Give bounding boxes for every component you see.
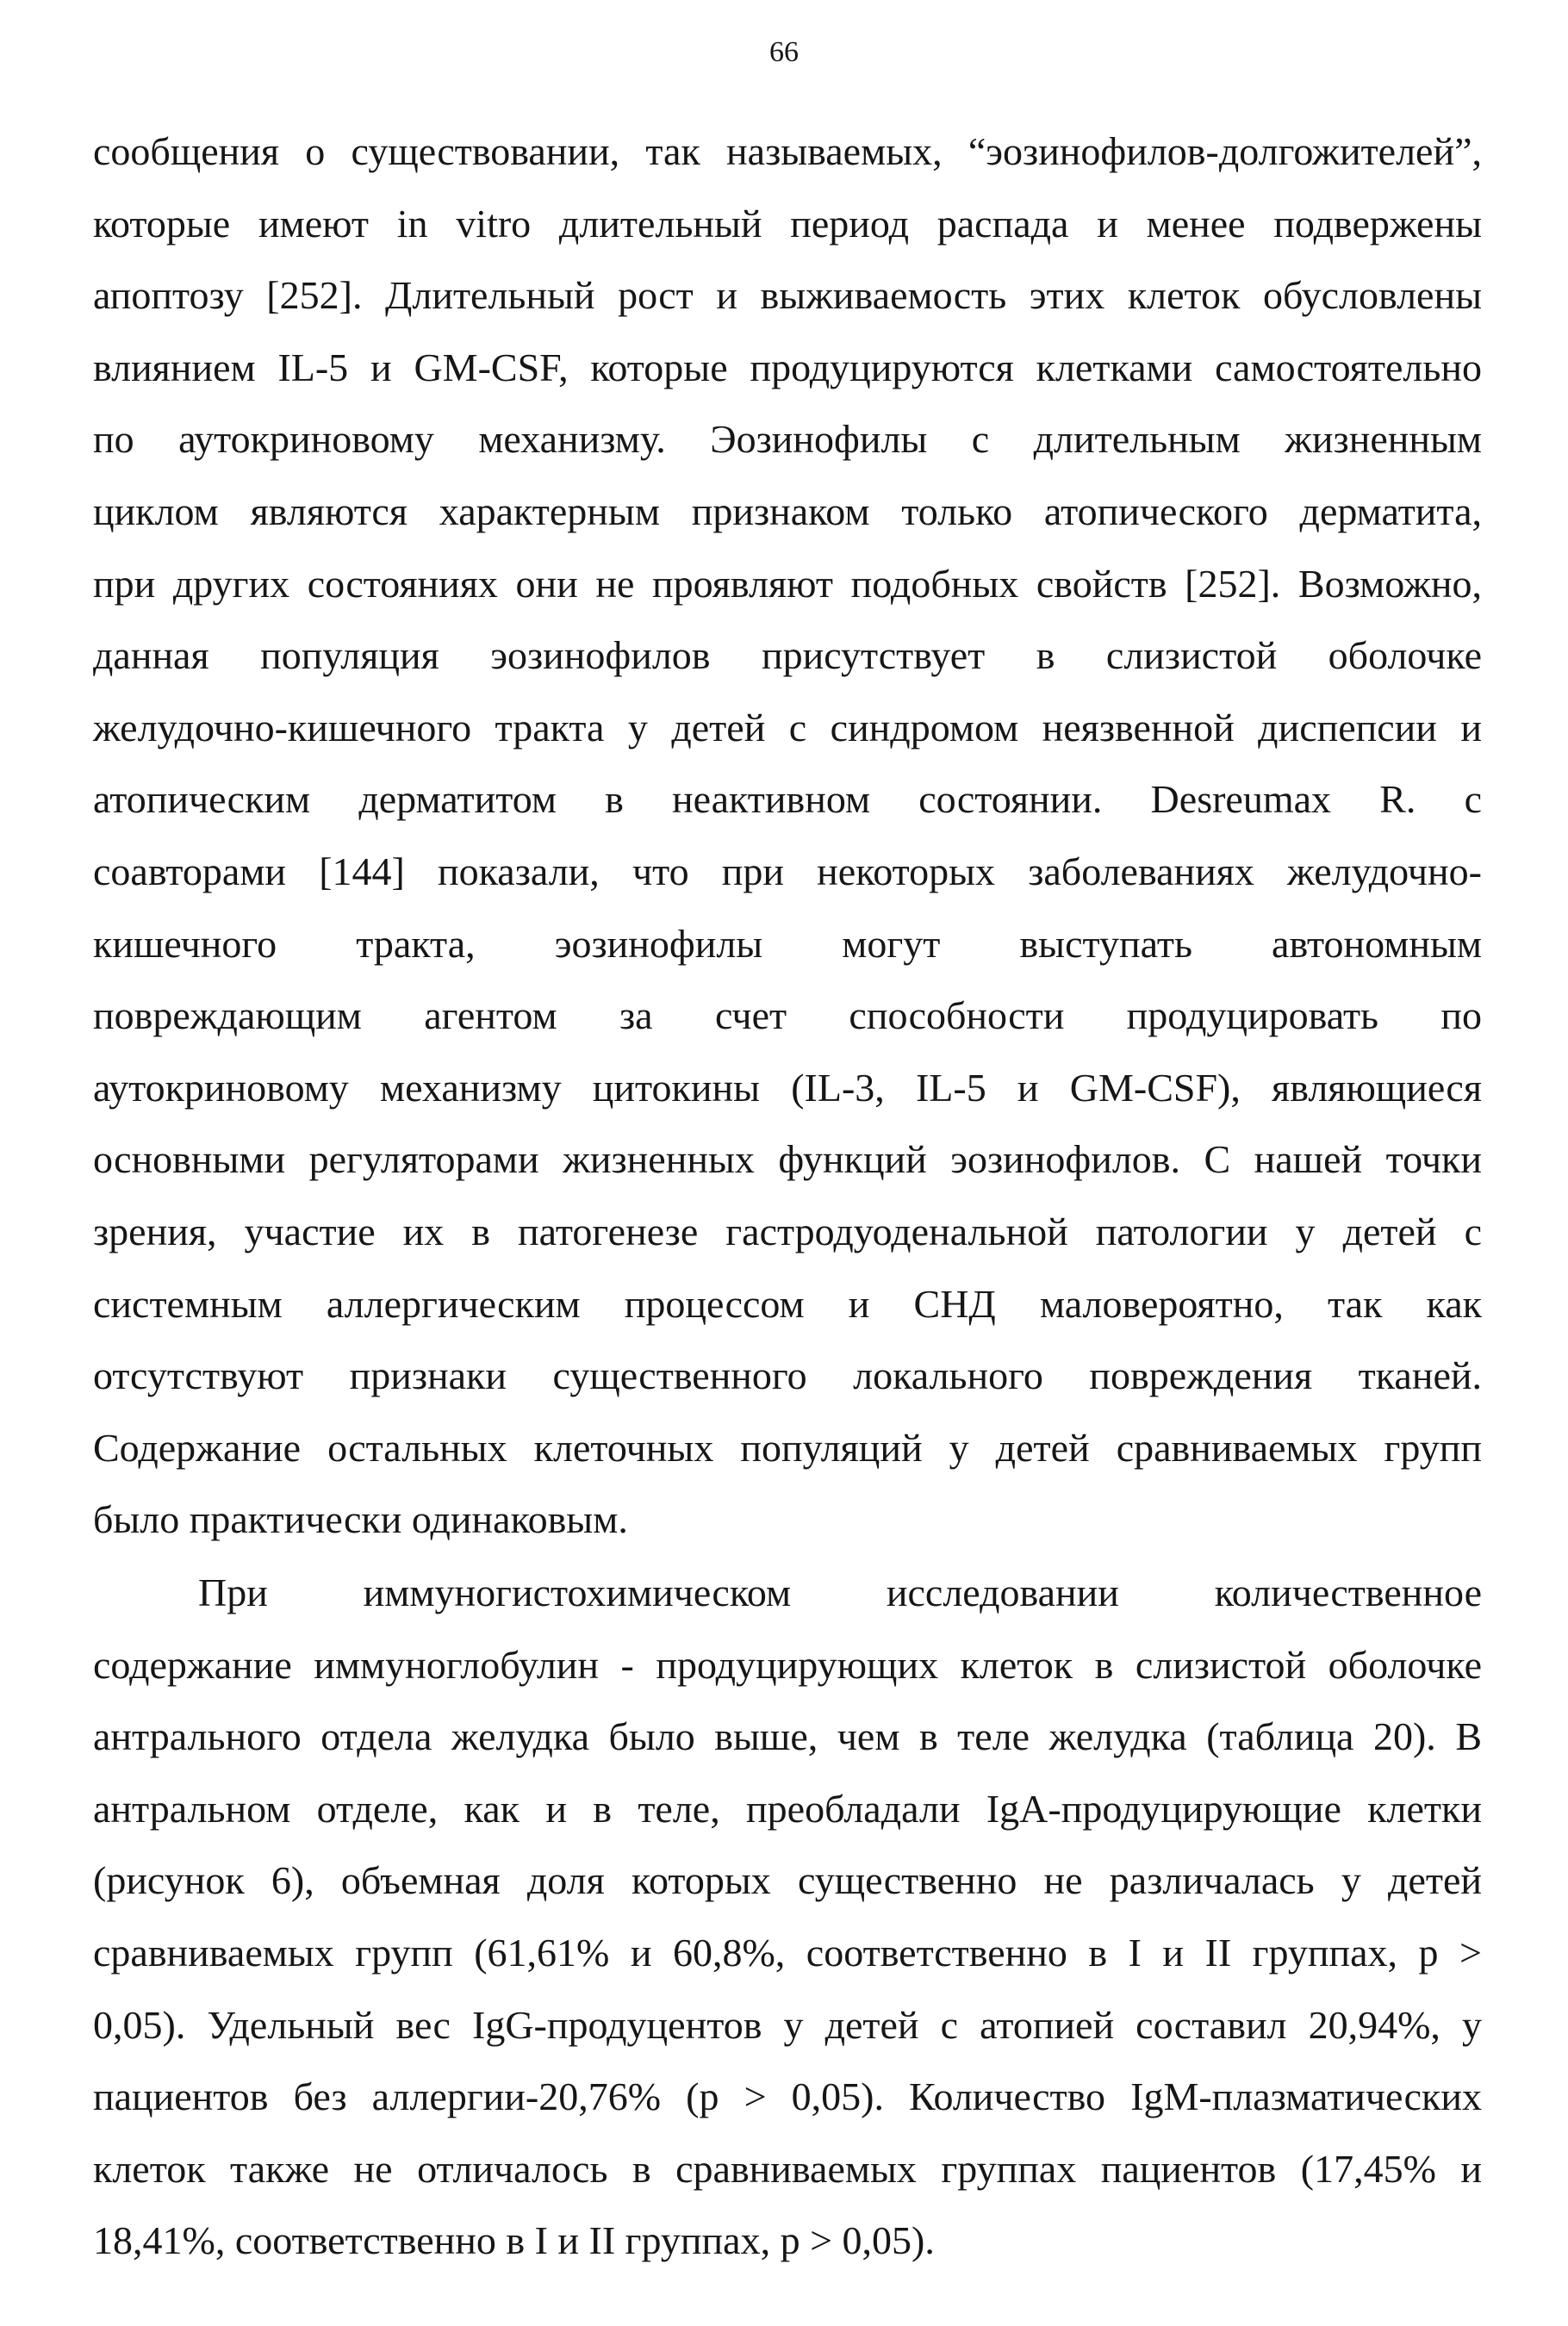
text-line: 18,41%, соответственно в I и II группах, р > 0,05).	[93, 2218, 935, 2263]
text-line: влиянием IL-5 и GM-CSF, которые продуцируются клетками самостоятельно	[93, 345, 1482, 389]
text-line: сообщения о существовании, так называемых, “эозинофилов-долгожителей”,	[93, 129, 1482, 173]
text-line: кишечного тракта, эозинофилы могут выступать автономным	[93, 921, 1482, 966]
text-line: атопическим дерматитом в неактивном состоянии. Desreumax R. с	[93, 777, 1482, 822]
text-line: при других состояниях они не проявляют подобных свойств [252]. Возможно,	[93, 561, 1482, 606]
text-line: пациентов без аллергии-20,76% (р > 0,05). Количество IgM-плазматических	[93, 2074, 1482, 2119]
text-line: соавторами [144] показали, что при некоторых заболеваниях желудочно-	[93, 849, 1482, 893]
text-line: сравниваемых групп (61,61% и 60,8%, соответственно в I и II группах, р >	[93, 1930, 1482, 1975]
text-line: антрального отдела желудка было выше, чем в теле желудка (таблица 20). В	[93, 1714, 1482, 1759]
text-line: При иммуногистохимическом исследовании количественное	[198, 1570, 1482, 1614]
text-line: апоптозу [252]. Длительный рост и выживаемость этих клеток обусловлены	[93, 273, 1482, 318]
text-line: желудочно-кишечного тракта у детей с синдромом неязвенной диспепсии и	[93, 705, 1482, 749]
text-line: данная популяция эозинофилов присутствует в слизистой оболочке	[93, 633, 1482, 678]
paragraph-1	[93, 115, 1482, 1556]
text-line: было практически одинаковым.	[93, 1497, 628, 1542]
text-line: системным аллергическим процессом и СНД маловероятно, так как	[93, 1281, 1482, 1326]
text-line: содержание иммуноглобулин - продуцирующих клеток в слизистой оболочке	[93, 1642, 1482, 1687]
text-line: по аутокриновому механизму. Эозинофилы с длительным жизненным	[93, 417, 1482, 462]
text-line: 0,05). Удельный вес IgG-продуцентов у детей с атопией составил 20,94%, у	[93, 2002, 1482, 2047]
text-line: повреждающим агентом за счет способности продуцировать по	[93, 993, 1482, 1038]
text-line: основными регуляторами жизненных функций эозинофилов. С нашей точки	[93, 1137, 1482, 1182]
page-number: 66	[769, 36, 799, 68]
text-line: циклом являются характерным признаком только атопического дерматита,	[93, 488, 1482, 533]
text-line: отсутствуют признаки существенного локального повреждения тканей.	[93, 1353, 1482, 1398]
text-line: которые имеют in vitro длительный период распада и менее подвержены	[93, 201, 1482, 246]
text-line: (рисунок 6), объемная доля которых существенно не различалась у детей	[93, 1858, 1482, 1903]
paragraph-2	[93, 1557, 1482, 2277]
text-line: зрения, участие их в патогенезе гастродуоденальной патологии у детей с	[93, 1209, 1482, 1253]
text-line: аутокриновому механизму цитокины (IL-3, IL-5 и GM-CSF), являющиеся	[93, 1065, 1482, 1110]
text-line: антральном отделе, как и в теле, преобладали IgA-продуцирующие клетки	[93, 1786, 1482, 1831]
text-line: Содержание остальных клеточных популяций у детей сравниваемых групп	[93, 1425, 1482, 1470]
text-line: клеток также не отличалось в сравниваемых группах пациентов (17,45% и	[93, 2146, 1482, 2191]
